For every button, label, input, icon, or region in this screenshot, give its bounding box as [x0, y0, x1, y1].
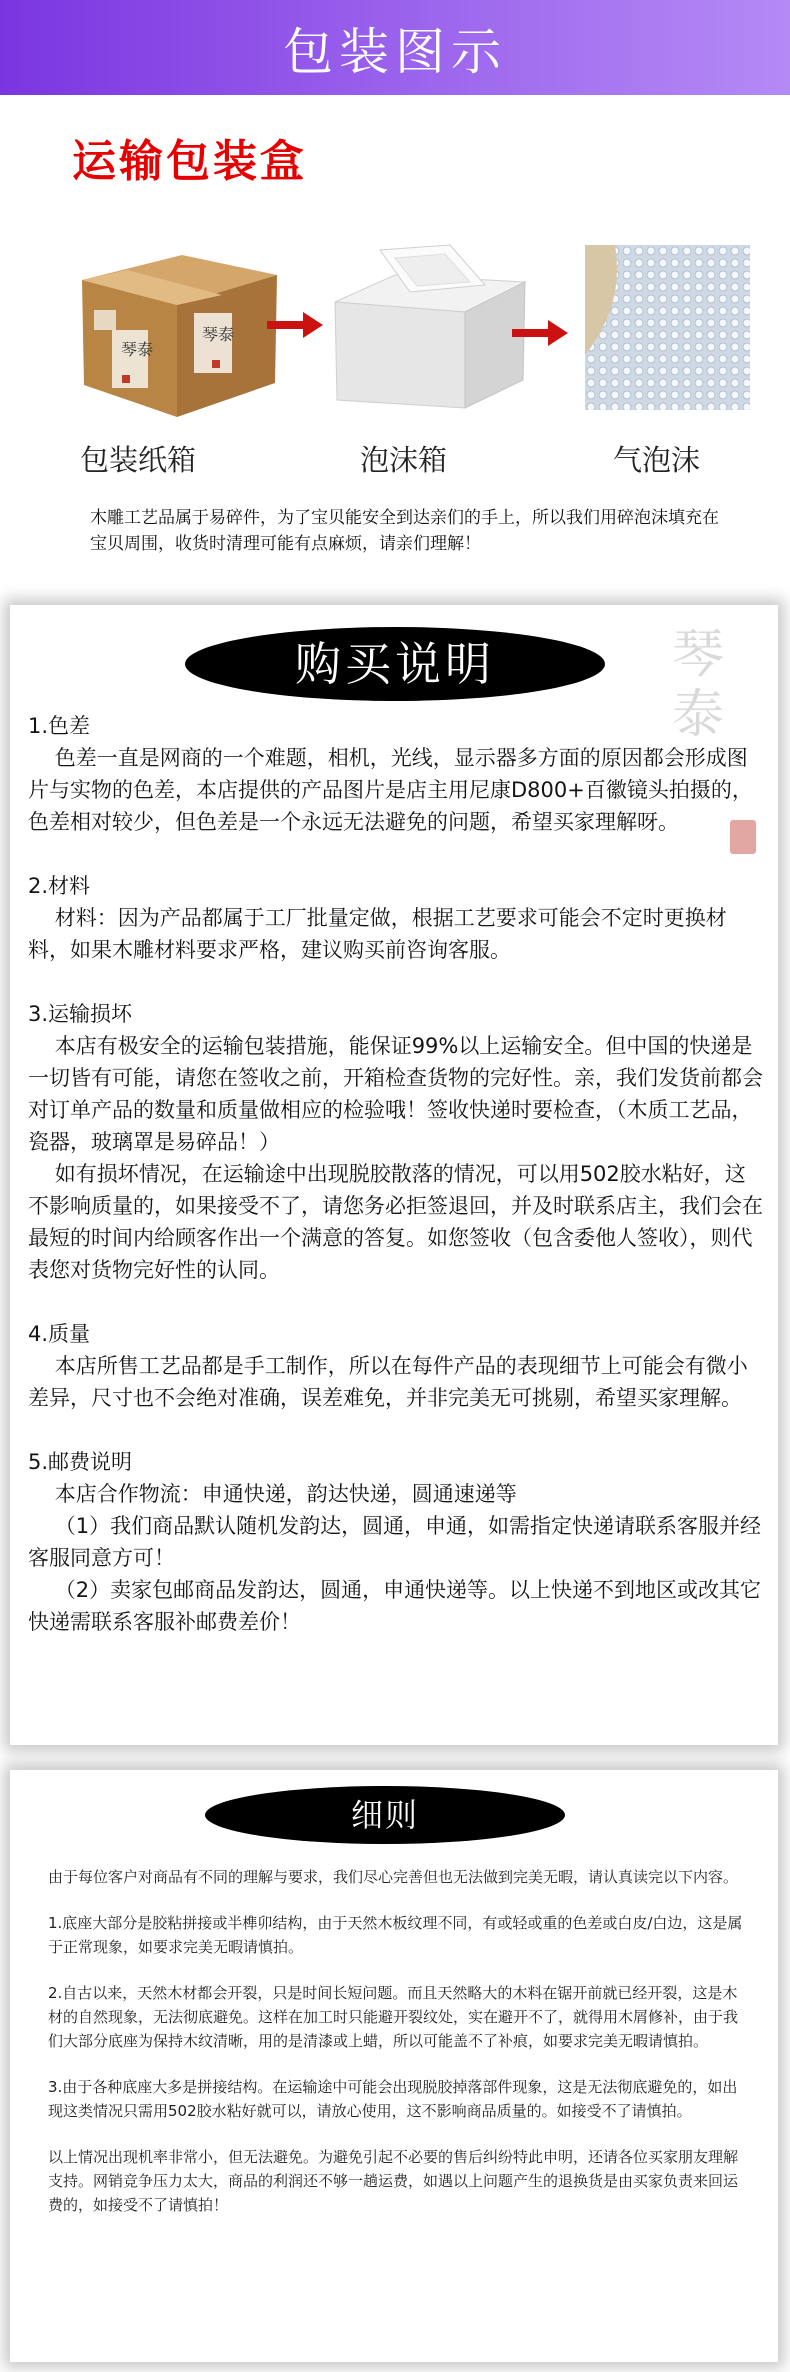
bubble-wrap-icon — [585, 245, 750, 410]
purchase-paragraph: 材料：因为产品都属于工厂批量定做，根据工艺要求可能会不定时更换材料，如果木雕材料要求严格，建议购买前咨询客服。 — [28, 906, 727, 962]
label-cardboard-box: 包装纸箱 — [80, 443, 197, 477]
purchase-paragraph: （2）卖家包邮商品发韵达，圆通，申通快递等。以上快递不到地区或改其它快递需联系客服补邮费差价！ — [28, 1578, 762, 1634]
details-paragraph: 1.底座大部分是胶粘拼接或半榫卯结构，由于天然木板纹理不同，有或轻或重的色差或白皮/白边，这是属于正常现象，如要求完美无暇请慎拍。 — [48, 1914, 743, 1956]
purchase-paragraph: 4.质量 — [28, 1322, 91, 1346]
purchase-card — [10, 605, 778, 1745]
purchase-paragraph: 本店所售工艺品都是手工制作，所以在每件产品的表现细节上可能会有微小差异，尺寸也不会绝对准确，误差难免，并非完美无可挑剔，希望买家理解。 — [28, 1354, 748, 1410]
purchase-paragraph: 2.材料 — [28, 874, 91, 898]
packaging-title: 运输包装盒 — [72, 136, 307, 187]
spacer — [28, 1286, 763, 1318]
arrow-right-icon — [510, 318, 570, 348]
page-title: 包装图示 — [283, 23, 507, 81]
details-paragraph: 3.由于各种底座大多是拼接结构。在运输途中可能会出现脱胶掉落部件现象，这是无法彻底避免的，如出现这类情况只需用502胶水粘好就可以，请放心使用，这不影响商品质量的。如接受不了请慎拍。 — [48, 2078, 738, 2120]
purchase-paragraph: 3.运输损坏 — [28, 1002, 133, 1026]
details-body — [48, 1865, 748, 2217]
purchase-paragraph: 本店合作物流：申通快递，韵达快递，圆通速递等 — [28, 1482, 517, 1506]
spacer — [28, 1414, 763, 1446]
purchase-body — [28, 710, 763, 1638]
foam-box-icon — [325, 240, 535, 410]
box-print-text: 琴泰 — [121, 340, 154, 359]
purchase-paragraph: （1）我们商品默认随机发韵达，圆通，申通，如需指定快递请联系客服并经客服同意方可！ — [28, 1514, 762, 1570]
watermark-text: 琴泰 — [672, 625, 725, 745]
purchase-paragraph: 色差一直是网商的一个难题，相机，光线，显示器多方面的原因都会形成图片与实物的色差，本店提供的产品图片是店主用尼康D800+百徽镜头拍摄的，色差相对较少，但色差是一个永远无法避免的问题，希望买家理解呀。 — [28, 746, 753, 834]
spacer — [28, 966, 763, 998]
details-paragraph: 2.自古以来，天然木材都会开裂，只是时间长短问题。而且天然略大的木料在锯开前就已经开裂，这是木材的自然现象，无法彻底避免。这样在加工时只能避开裂纹处，实在避开不了，就得用木屑修补，由于我们大部分底座为保持木纹清晰，用的是清漆或上蜡，所以可能盖不了补痕，如要求完美无暇请慎拍。 — [48, 1984, 739, 2050]
purchase-paragraph: 如有损坏情况，在运输途中出现脱胶散落的情况，可以用502胶水粘好，这不影响质量的，如果接受不了，请您务必拒签退回，并及时联系店主，我们会在最短的时间内给顾客作出一个满意的答复。如您签收（包含委他人签收），则代表您对货物完好性的认同。 — [28, 1162, 763, 1282]
box-print-text-2: 琴泰 — [202, 325, 235, 344]
spacer — [48, 1889, 748, 1911]
details-card — [10, 1770, 778, 2362]
label-bubble-wrap: 气泡沫 — [613, 443, 701, 477]
details-paragraph: 以上情况出现机率非常小，但无法避免。为避免引起不必要的售后纠纷特此申明，还请各位买家朋友理解支持。网销竞争压力太大，商品的利润还不够一趟运费，如遇以上问题产生的退换货是由买家负责来回运费的，如接受不了请慎拍！ — [48, 2148, 739, 2214]
purchase-paragraph: 1.色差 — [28, 714, 91, 738]
label-foam-box: 泡沫箱 — [360, 443, 448, 477]
purchase-paragraph: 本店有极安全的运输包装措施，能保证99%以上运输安全。但中国的快递是一切皆有可能，请您在签收之前，开箱检查货物的完好性。亲，我们发货前都会对订单产品的数量和质量做相应的检验哦！签收快递时要检查，（木质工艺品，瓷器，玻璃罩是易碎品！） — [28, 1034, 763, 1154]
spacer — [48, 1959, 748, 1981]
header-bar — [0, 0, 790, 95]
cardboard-box-icon — [72, 235, 282, 420]
purchase-title: 购买说明 — [185, 627, 605, 701]
packaging-note: 木雕工艺品属于易碎件，为了宝贝能安全到达亲们的手上，所以我们用碎泡沫填充在宝贝周围，收货时清理可能有点麻烦，请亲们理解！ — [90, 508, 719, 554]
spacer — [48, 2053, 748, 2075]
arrow-right-icon — [265, 310, 325, 340]
spacer — [28, 838, 763, 870]
purchase-paragraph: 5.邮费说明 — [28, 1450, 133, 1474]
details-title: 细则 — [205, 1786, 565, 1844]
details-paragraph: 由于每位客户对商品有不同的理解与要求，我们尽心完善但也无法做到完美无暇，请认真读完以下内容。 — [48, 1868, 739, 1886]
spacer — [48, 2123, 748, 2145]
